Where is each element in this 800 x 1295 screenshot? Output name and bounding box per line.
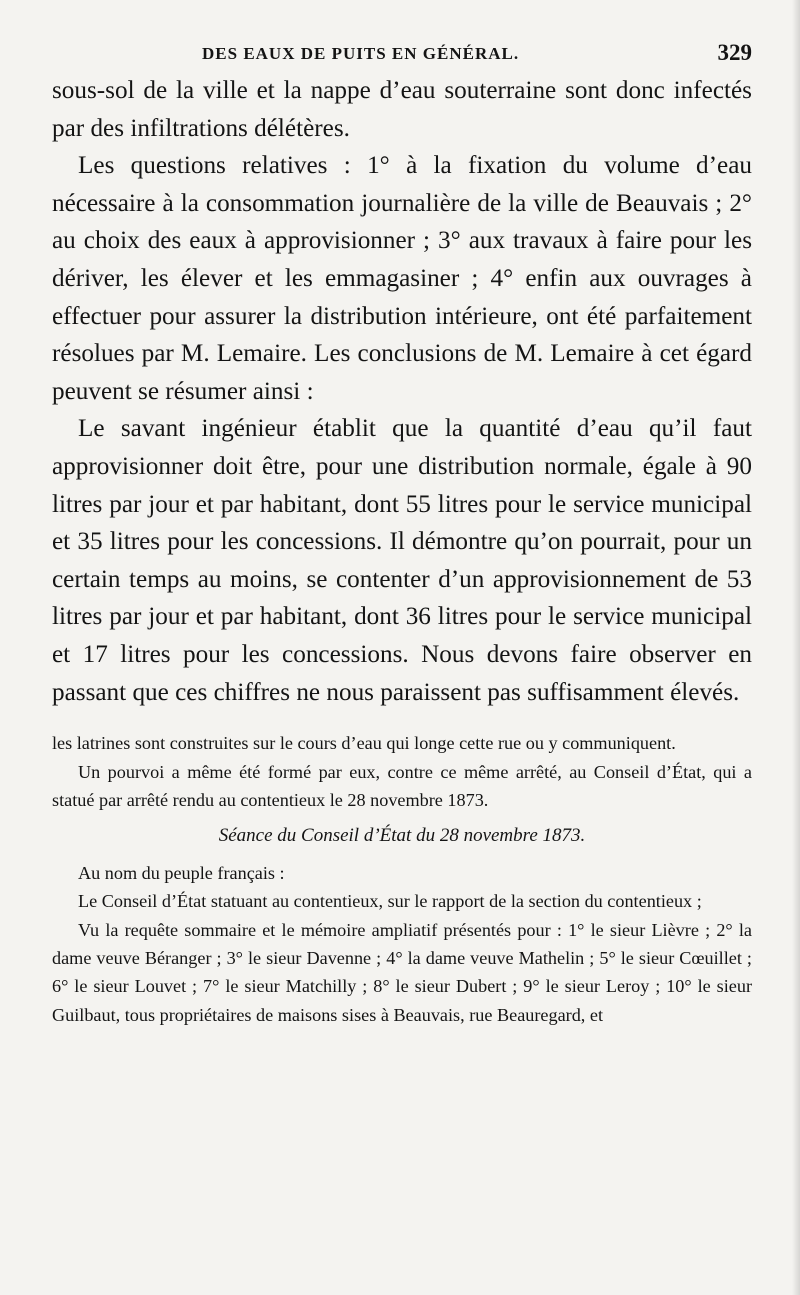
running-title: DES EAUX DE PUITS EN GÉNÉRAL. — [202, 44, 520, 63]
paragraph-continuation: sous-sol de la ville et la nappe d’eau souterraine sont donc infectés par des infiltrations délétères. — [52, 77, 752, 142]
paragraph-ingenieur: Le savant ingénieur établit que la quantité d’eau qu’il faut approvisionner doit être, pour une distribution normale, égale à 90 litres par jour et par habitant, dont 55 litres pour le service municipal et 35 litres pour les concessions. Il démontre qu’on pourrait, pour un certain temps au moins, se contenter d’un approvisionnement de 53 litres par jour et par habitant, dont 36 litres pour le service municipal et 17 litres pour les concessions. Nous devons faire observer en passant que ces chiffres ne nous paraissent pas suffisamment élevés. — [52, 415, 752, 706]
paragraph-questions: Les questions relatives : 1° à la fixation du volume d’eau nécessaire à la consommation journalière de la ville de Beauvais ; 2° au choix des eaux à approvisionner ; 3° aux travaux à faire pour les dériver, les élever et les emmagasiner ; 4° enfin aux ouvrages à effectuer pour assurer la distribution intérieure, ont été parfaitement résolues par M. Lemaire. Les conclusions de M. Lemaire à cet égard peuvent se résumer ainsi : — [52, 152, 752, 405]
footnote-latrines: les latrines sont construites sur le cours d’eau qui longe cette rue ou y communiquent. — [52, 733, 676, 754]
footnote-conseil: Le Conseil d’État statuant au contentieux, sur le rapport de la section du contentieux ; — [78, 891, 702, 912]
running-head — [52, 38, 752, 72]
footnote-requete: Vu la requête sommaire et le mémoire ampliatif présentés pour : 1° le sieur Lièvre ; 2° la dame veuve Béranger ; 3° le sieur Davenne ; 4° la dame veuve Mathelin ; 5° le sieur Cœuillet ; 6° le sieur Louvet ; 7° le sieur Matchilly ; 8° le sieur Dubert ; 9° le sieur Leroy ; 10° le sieur Guilbaut, tous propriétaires de maisons sises à Beauvais, rue Beauregard, et — [52, 919, 752, 1025]
page-number: 329 — [717, 40, 752, 65]
footnote-pourvoi: Un pourvoi a même été formé par eux, contre ce même arrêté, au Conseil d’État, qui a statué par arrêté rendu au contentieux le 28 novembre 1873. — [52, 761, 752, 810]
book-page — [52, 38, 752, 1029]
footnote-seance-heading: Séance du Conseil d’État du 28 novembre 1873. — [218, 825, 586, 847]
page-edge-shadow — [792, 0, 800, 1295]
footnotes — [52, 729, 752, 1029]
footnote-au-nom: Au nom du peuple français : — [78, 862, 285, 883]
main-text — [52, 72, 752, 711]
